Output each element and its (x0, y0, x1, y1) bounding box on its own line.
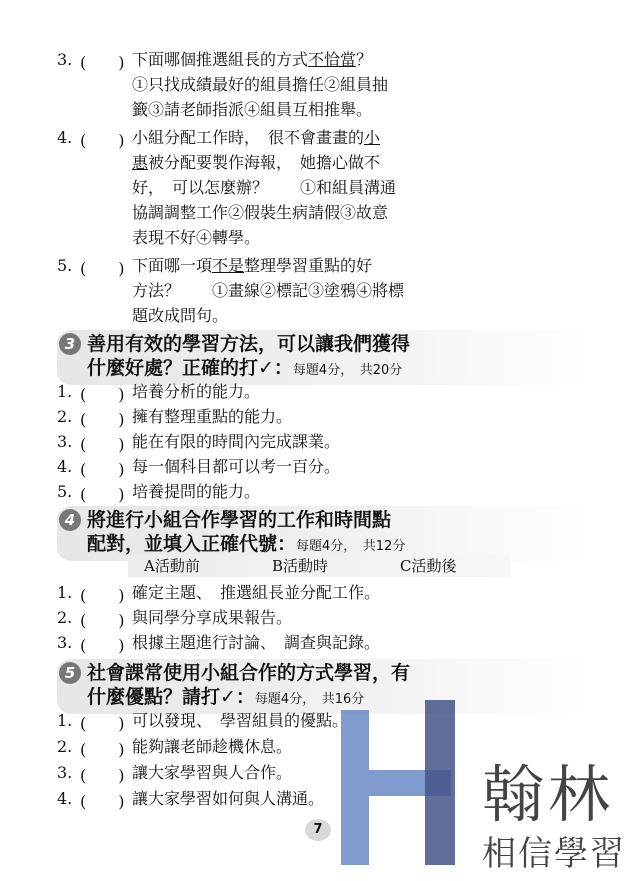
answer-options-bar (128, 555, 510, 577)
question-text: 惠被分配要製作海報， 她擔心做不 (132, 153, 381, 172)
answer-blank[interactable]: ( ) (80, 766, 125, 785)
answer-blank[interactable]: ( ) (80, 714, 125, 733)
item-text: 培養提問的能力。 (132, 482, 261, 501)
question-text: 小組分配工作時， 很不會畫畫的小 (132, 128, 381, 147)
section-5-header (57, 659, 593, 714)
question-options: 協調調整工作②假裝生病請假③故意 (132, 203, 389, 222)
item-text: 培養分析的能力。 (132, 382, 261, 401)
item-number: 1. (57, 583, 73, 602)
question-options: 題改成問句。 (132, 306, 229, 325)
item-number: 2. (57, 608, 73, 627)
option-b: B活動時 (272, 557, 329, 575)
section-title: 將進行小組合作學習的工作和時間點 (87, 509, 392, 531)
question-options: ①只找成績最好的組員擔任②組員抽 (132, 75, 389, 94)
item-text: 讓大家學習與人合作。 (132, 763, 293, 782)
question-options: 籤③請老師指派④組員互相推舉。 (132, 100, 373, 119)
answer-blank[interactable]: ( ) (80, 485, 125, 504)
section-3-header (57, 330, 593, 385)
item-number: 3. (57, 633, 73, 652)
item-text: 與同學分享成果報告。 (132, 608, 293, 627)
answer-blank[interactable]: ( ) (80, 53, 125, 72)
question-text: 好， 可以怎麼辦？ ①和組員溝通 (132, 178, 397, 197)
section-title: 社會課常使用小組合作的方式學習，有 (87, 662, 411, 684)
item-text: 每一個科目都可以考一百分。 (132, 457, 341, 476)
option-a: A活動前 (144, 557, 200, 575)
option-c: C活動後 (400, 557, 457, 575)
item-text: 確定主題、 推選組長並分配工作。 (132, 583, 381, 602)
item-number: 4. (57, 457, 73, 476)
item-text: 能夠讓老師趁機休息。 (132, 737, 293, 756)
answer-blank[interactable]: ( ) (80, 385, 125, 404)
section-badge: 5 (59, 662, 81, 684)
item-text: 根據主題進行討論、 調查與記錄。 (132, 633, 381, 652)
question-text: 下面哪一項不是整理學習重點的好 (132, 256, 373, 275)
answer-blank[interactable]: ( ) (80, 611, 125, 630)
item-number: 2. (57, 737, 73, 756)
watermark-brand: 翰林 (482, 758, 615, 831)
section-title-line2: 什麼優點？請打✓：每題4分， 共16分 (87, 686, 365, 708)
answer-blank[interactable]: ( ) (80, 460, 125, 479)
question-options: 表現不好④轉學。 (132, 228, 261, 247)
score-note: 每題4分， 共16分 (254, 692, 365, 707)
item-number: 3. (57, 432, 73, 451)
item-number: 1. (57, 382, 73, 401)
item-text: 能在有限的時間內完成課業。 (132, 432, 341, 451)
item-text: 讓大家學習如何與人溝通。 (132, 789, 325, 808)
answer-blank[interactable]: ( ) (80, 740, 125, 759)
answer-blank[interactable]: ( ) (80, 435, 125, 454)
page-number: 7 (305, 819, 331, 841)
item-number: 4. (57, 789, 73, 808)
item-text: 擁有整理重點的能力。 (132, 407, 293, 426)
section-badge: 3 (59, 333, 81, 355)
answer-blank[interactable]: ( ) (80, 259, 125, 278)
watermark-slogan: 相信學習 (482, 834, 626, 874)
section-title: 善用有效的學習方法，可以讓我們獲得 (87, 333, 411, 355)
section-title-line2: 什麼好處？正確的打✓：每題4分， 共20分 (87, 357, 403, 379)
item-number: 2. (57, 407, 73, 426)
item-text: 可以發現、 學習組員的優點。 (132, 711, 349, 730)
item-number: 3. (57, 763, 73, 782)
question-options: 方法？ ①畫線②標記③塗鴉④將標 (132, 281, 405, 300)
answer-blank[interactable]: ( ) (80, 131, 125, 150)
answer-blank[interactable]: ( ) (80, 410, 125, 429)
score-note: 每題4分， 共12分 (296, 539, 406, 554)
item-number: 5. (57, 482, 73, 501)
answer-blank[interactable]: ( ) (80, 792, 125, 811)
question-number: 5. (57, 256, 73, 275)
section-badge: 4 (59, 509, 81, 531)
section-title-line2: 配對，並填入正確代號：每題4分， 共12分 (87, 533, 406, 555)
score-note: 每題4分， 共20分 (292, 363, 403, 378)
hanlin-logo-icon (335, 700, 465, 865)
question-number: 4. (57, 128, 73, 147)
question-text: 下面哪個推選組長的方式不恰當？ (132, 50, 373, 69)
item-number: 1. (57, 711, 73, 730)
section-4-header (57, 506, 593, 561)
answer-blank[interactable]: ( ) (80, 636, 125, 655)
question-number: 3. (57, 50, 73, 69)
answer-blank[interactable]: ( ) (80, 586, 125, 605)
